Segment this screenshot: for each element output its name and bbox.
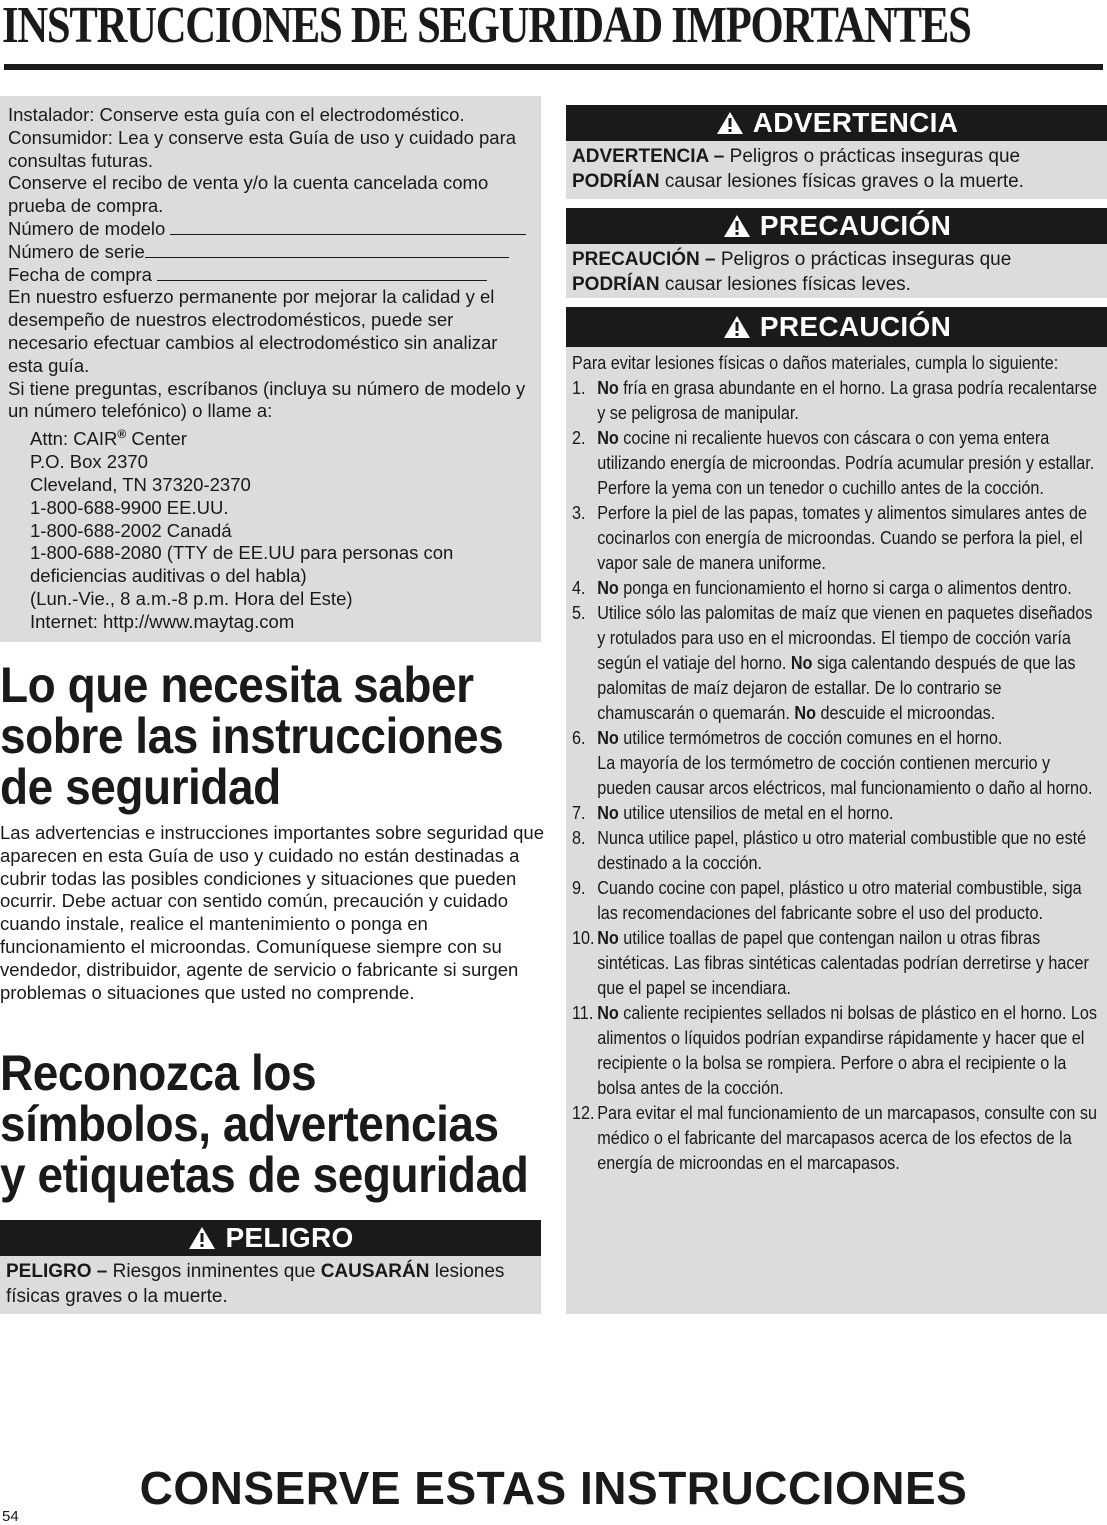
item-text: No utilice toallas de papel que contengan nailon u otras fibras sintéticas. Las fibras sintéticas calentadas podrían derretirse y hacer que el papel se incendiara. (597, 928, 1089, 998)
item-text: Nunca utilice papel, plástico u otro material combustible que no esté destinado a la cocción. (597, 828, 1087, 873)
attn-line: Attn: CAIR® Center (30, 427, 187, 450)
consumer-line: Consumidor: Lea y conserve esta Guía de uso y cuidado para consultas futuras. (8, 126, 517, 171)
warning-triangle-icon (722, 213, 752, 239)
installer-line: Instalador: Conserve esta guía con el electrodoméstico. (8, 104, 465, 125)
caution-list-item (572, 501, 1103, 576)
item-number: 7. (572, 803, 586, 823)
phone-us: 1-800-688-9900 EE.UU. (30, 496, 229, 518)
caution-intro: Para evitar lesiones físicas o daños materiales, cumpla lo siguiente: (572, 353, 1059, 373)
caution-box (566, 208, 1107, 298)
item-text: No fría en grasa abundante en el horno. La grasa podría recalentarse y se peligrosa de manipular. (597, 378, 1098, 423)
item-text: No caliente recipientes sellados ni bolsas de plástico en el horno. Los alimentos o líquidos podrían expandirse rápidamente y hacer que el recipiente o la bolsa se rompiera. Perfore o abra el recipiente o la bolsa antes de la cocción. (597, 1003, 1097, 1098)
caution-list-box (566, 307, 1107, 1314)
caution-list-item (572, 1101, 1103, 1176)
serial-number-field[interactable] (8, 241, 533, 264)
item-number: 5. (572, 603, 586, 623)
serial-number-blank[interactable] (145, 242, 509, 258)
website-link[interactable]: Internet: http://www.maytag.com (30, 610, 295, 632)
caution-list-item (572, 926, 1103, 1001)
address-line: Cleveland, TN 37320-2370 (30, 473, 251, 495)
model-number-blank[interactable] (170, 219, 526, 235)
caution-list-item (572, 426, 1103, 501)
installer-info-box (0, 96, 541, 642)
caution-text: PRECAUCIÓN – Peligros o prácticas inseguras que PODRÍAN causar lesiones físicas leves. (572, 249, 1012, 295)
item-number: 12. (572, 1103, 595, 1123)
phone-canada: 1-800-688-2002 Canadá (30, 519, 232, 541)
caution-list-item (572, 826, 1103, 876)
safety-intro-paragraph: Las advertencias e instrucciones importantes sobre seguridad que aparecen en esta Guía de uso y cuidado no están destinadas a cubrir todas las posibles condiciones y situaciones que pueden ocurrir. Debe actuar con sentido común, precaución y cuidado cuando instale, realice el mantenimiento o ponga en funcionamiento el microondas. Comuníquese siempre con su vendedor, distribuidor, agente de servicio o fabricante si surgen problemas o situaciones que usted no comprende. (0, 822, 545, 1003)
caution-list-item (572, 801, 1103, 826)
warning-text: ADVERTENCIA – Peligros o prácticas inseguras que PODRÍAN causar lesiones físicas graves o la muerte. (572, 146, 1024, 192)
caution-list-item (572, 601, 1103, 726)
warning-triangle-icon (715, 110, 745, 136)
registered-mark: ® (117, 427, 127, 442)
warning-header: ADVERTENCIA (566, 105, 1107, 141)
title-divider (4, 64, 1103, 70)
item-text: Utilice sólo las palomitas de maíz que vienen en paquetes diseñados y rotulados para uso en el microondas. El tiempo de cocción varía según el vatiaje del horno. No siga calentando después de que las palomitas de maíz dejaron de estallar. De lo contrario se chamuscarán o quemarán. No descuide el microondas. (597, 603, 1093, 723)
item-text: No utilice utensilios de metal en el horno. (597, 803, 894, 823)
item-number: 1. (572, 378, 586, 398)
item-text: No cocine ni recaliente huevos con cáscara o con yema entera utilizando energía de microondas. Podría acumular presión y estallar. Perfore la yema con un tenedor o cuchillo antes de la cocción. (597, 428, 1095, 498)
phone-tty-note: deficiencias auditivas o del habla) (30, 565, 307, 587)
caution-list-item (572, 576, 1103, 601)
item-number: 4. (572, 578, 586, 598)
caution-item-list (572, 376, 1103, 1176)
warning-triangle-icon (187, 1225, 217, 1251)
questions-notice: Si tiene preguntas, escríbanos (incluya su número de modelo y un número telefónico) o llame a: (8, 377, 526, 422)
model-number-field[interactable] (8, 218, 533, 241)
purchase-date-field[interactable] (8, 264, 533, 287)
model-number-label: Número de modelo (8, 217, 166, 239)
purchase-date-blank[interactable] (157, 265, 487, 281)
danger-header: PELIGRO (0, 1220, 541, 1256)
footer-title: CONSERVE ESTAS INSTRUCCIONES (139, 1462, 968, 1514)
page-number: 54 (2, 1508, 19, 1525)
caution-list-item (572, 726, 1103, 801)
hours: (Lun.-Vie., 8 a.m.-8 p.m. Hora del Este) (30, 587, 353, 609)
heading-recognize-symbols: Reconozca los símbolos, advertencias y etiquetas de seguridad (0, 1045, 529, 1203)
item-number: 2. (572, 428, 586, 448)
item-text: Para evitar el mal funcionamiento de un marcapasos, consulte con su médico o el fabricante del marcapasos acerca de los efectos de la energía de microondas en el marcapasos. (597, 1103, 1097, 1173)
address-line: P.O. Box 2370 (30, 451, 148, 473)
receipt-line: Conserve el recibo de venta y/o la cuenta cancelada como prueba de compra. (8, 172, 489, 217)
item-text: No utilice termómetros de cocción comunes en el horno. La mayoría de los termómetro de cocción contienen mercurio y pueden causar arcos eléctricos, mal funcionamiento o daño al horno. (597, 728, 1093, 798)
item-number: 11. (572, 1003, 594, 1023)
caution-list-body (566, 347, 1107, 1176)
item-number: 8. (572, 828, 586, 848)
phone-tty: 1-800-688-2080 (TTY de EE.UU para personas con (30, 542, 454, 564)
item-number: 9. (572, 878, 586, 898)
caution-list-item (572, 376, 1103, 426)
item-number: 3. (572, 503, 586, 523)
purchase-date-label: Fecha de compra (8, 263, 152, 285)
caution-list-item (572, 1001, 1103, 1101)
caution-list-item (572, 876, 1103, 926)
improvement-notice: En nuestro esfuerzo permanente por mejorar la calidad y el desempeño de nuestros electrodomésticos, puede ser necesario efectuar cambios al electrodoméstico sin analizar esta guía. (8, 286, 498, 376)
warning-box (566, 105, 1107, 199)
danger-box (0, 1220, 541, 1314)
heading-safety-instructions: Lo que necesita saber sobre las instrucciones de seguridad (0, 657, 504, 815)
item-number: 10. (572, 928, 595, 948)
danger-text: PELIGRO – Riesgos inminentes que CAUSARÁN lesiones físicas graves o la muerte. (6, 1261, 505, 1307)
caution-list-header: PRECAUCIÓN (566, 307, 1107, 347)
serial-number-label: Número de serie (8, 240, 145, 262)
warning-triangle-icon (722, 314, 752, 340)
item-number: 6. (572, 728, 586, 748)
page-title: INSTRUCCIONES DE SEGURIDAD IMPORTANTES (2, 0, 971, 54)
item-text: Perfore la piel de las papas, tomates y alimentos simulares antes de cocinarlos con energía de microondas. Cuando se perfora la piel, el vapor sale de manera uniforme. (597, 503, 1088, 573)
item-text: Cuando cocine con papel, plástico u otro material combustible, siga las recomendaciones del fabricante sobre el uso del producto. (597, 878, 1082, 923)
item-text: No ponga en funcionamiento el horno si carga o alimentos dentro. (597, 578, 1072, 598)
caution-header: PRECAUCIÓN (566, 208, 1107, 244)
